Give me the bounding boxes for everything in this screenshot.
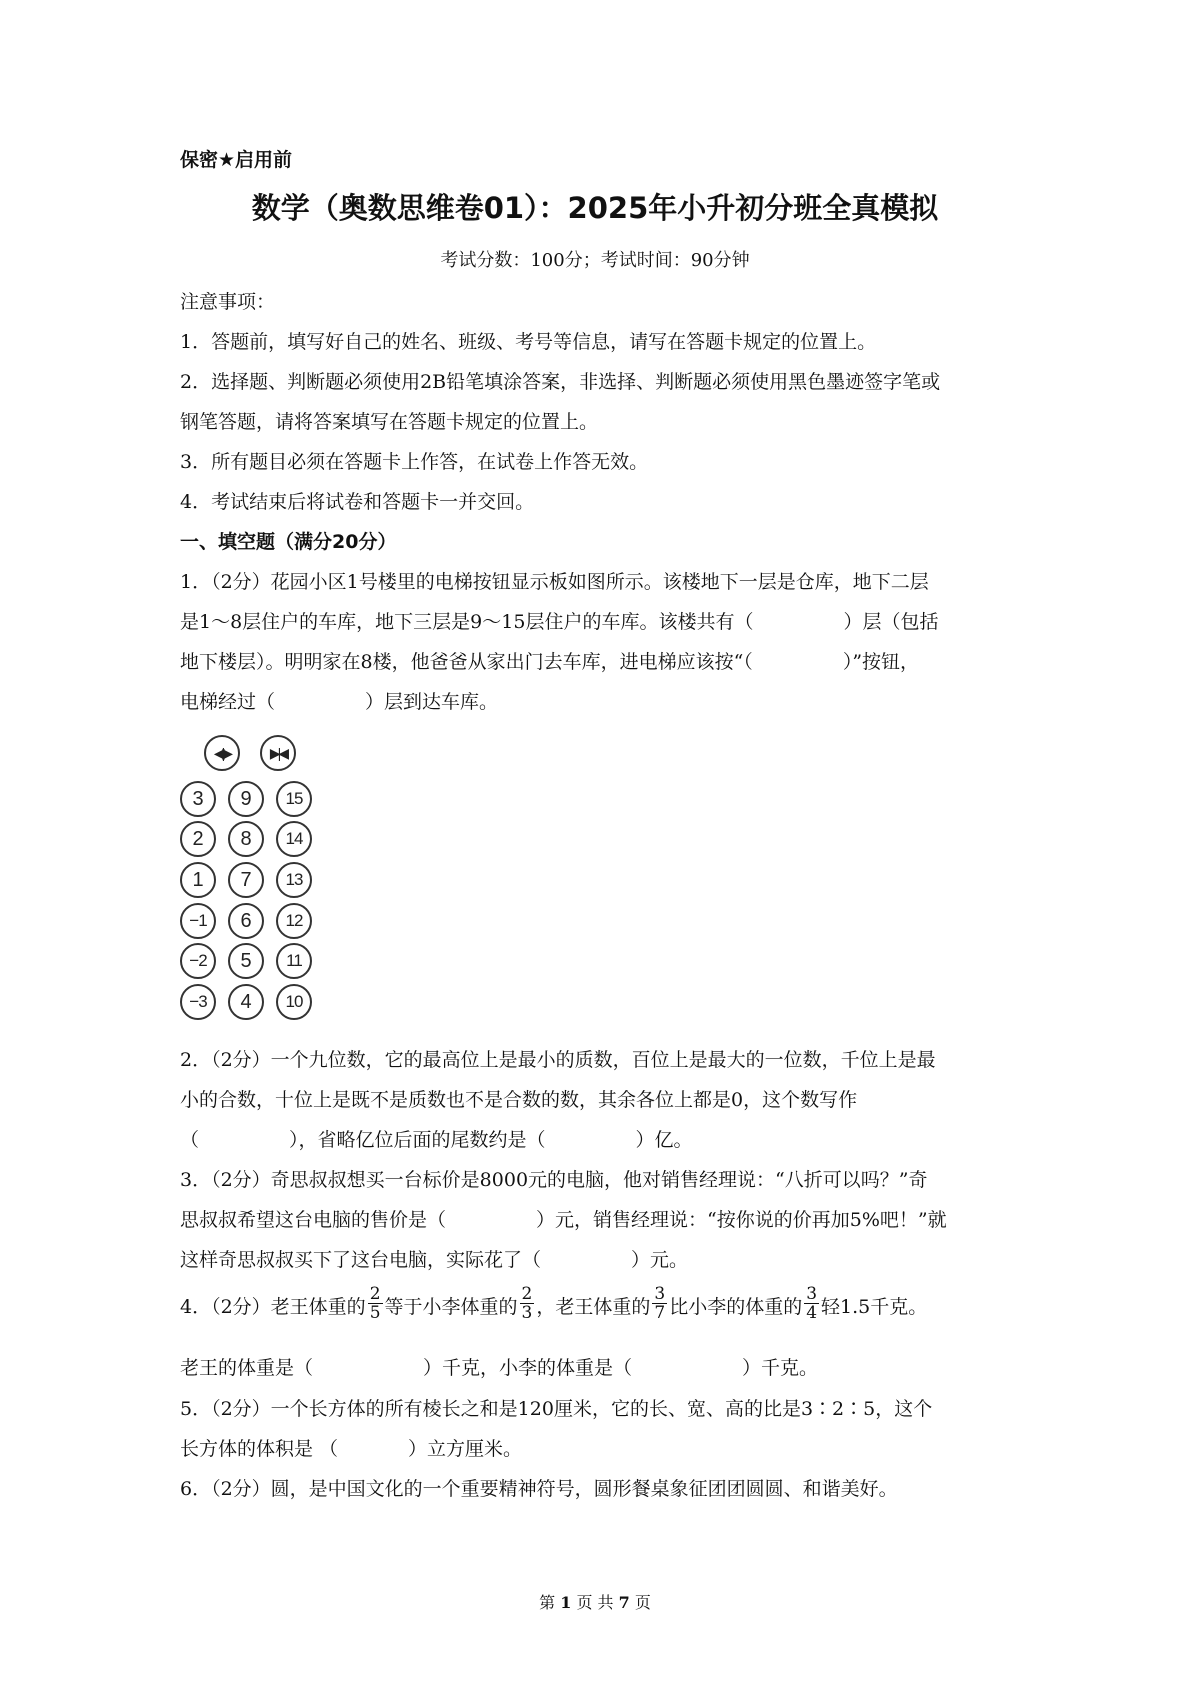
confidential-label: 保密★启用前 xyxy=(180,149,293,171)
door-close-icon: ▶|◀ xyxy=(260,735,296,771)
floor-button: −2 xyxy=(180,943,216,979)
floor-button: −3 xyxy=(180,984,216,1020)
question-3-line: 思叔叔希望这台电脑的售价是（ ）元，销售经理说：“按你说的价再加5%吧！”就 xyxy=(180,1209,947,1231)
note-item: 2．选择题、判断题必须使用2B铅笔填涂答案，非选择、判断题必须使用黑色墨迹签字笔或 xyxy=(180,371,941,393)
elevator-panel-figure xyxy=(180,735,330,1030)
floor-button: 13 xyxy=(276,862,312,898)
question-2-line: 2．（2分）一个九位数，它的最高位上是最小的质数，百位上是最大的一位数，千位上是最 xyxy=(180,1049,936,1071)
floor-button: 2 xyxy=(180,821,216,857)
question-2-line: （ ），省略亿位后面的尾数约是（ ）亿。 xyxy=(180,1129,693,1151)
question-1-line: 地下楼层）。明明家在8楼，他爸爸从家出门去车库，进电梯应该按“（ ）”按钮， xyxy=(180,651,920,673)
note-item: 钢笔答题，请将答案填写在答题卡规定的位置上。 xyxy=(180,411,599,433)
page-footer: 第 1 页 共 7 页 xyxy=(539,1593,651,1612)
page-number: 1 xyxy=(560,1593,572,1612)
fraction: $\frac{3}{7}$ xyxy=(654,1284,666,1323)
floor-button: 9 xyxy=(228,781,264,817)
page-title: 数学（奥数思维卷01）：2025年小升初分班全真模拟 xyxy=(251,191,939,225)
question-3-line: 3．（2分）奇思叔叔想买一台标价是8000元的电脑，他对销售经理说：“八折可以吗？”奇 xyxy=(180,1169,928,1191)
door-open-icon: ◀|▶ xyxy=(204,735,240,771)
question-1-line: 1．（2分）花园小区1号楼里的电梯按钮显示板如图所示。该楼地下一层是仓库，地下二层 xyxy=(180,571,929,593)
floor-button: 10 xyxy=(276,984,312,1020)
floor-button: 15 xyxy=(276,781,312,817)
question-1-line: 电梯经过（ ）层到达车库。 xyxy=(180,691,499,713)
section-heading: 一、填空题（满分20分） xyxy=(180,531,397,553)
fraction: $\frac{2}{3}$ xyxy=(521,1284,533,1323)
note-item: 4．考试结束后将试卷和答题卡一并交回。 xyxy=(180,491,535,513)
question-5-line: 长方体的体积是 （ ）立方厘米。 xyxy=(180,1438,523,1460)
floor-button: 11 xyxy=(276,943,312,979)
question-4-line: 4．（2分）老王体重的 $\frac{2}{5}$ 等于小李体重的 $\frac{2}{3}$ ，老王体重的 $\frac{3}{7}$ 比小李的体重的 $\frac{3}{4}$ 轻1.5千克。 xyxy=(180,1284,928,1323)
question-3-line: 这样奇思叔叔买下了这台电脑，实际花了（ ）元。 xyxy=(180,1249,689,1271)
note-item: 1．答题前，填写好自己的姓名、班级、考号等信息，请写在答题卡规定的位置上。 xyxy=(180,331,877,353)
floor-button: 12 xyxy=(276,903,312,939)
question-2-line: 小的合数，十位上是既不是质数也不是合数的数，其余各位上都是0，这个数写作 xyxy=(180,1089,858,1111)
floor-button: −1 xyxy=(180,903,216,939)
question-6-line: 6．（2分）圆，是中国文化的一个重要精神符号，圆形餐桌象征团团圆圆、和谐美好。 xyxy=(180,1478,898,1500)
note-item: 3．所有题目必须在答题卡上作答，在试卷上作答无效。 xyxy=(180,451,649,473)
exam-info: 考试分数：100分；考试时间：90分钟 xyxy=(440,250,750,271)
floor-button: 1 xyxy=(180,862,216,898)
floor-button: 8 xyxy=(228,821,264,857)
floor-button: 3 xyxy=(180,781,216,817)
floor-button: 4 xyxy=(228,984,264,1020)
page-total: 7 xyxy=(618,1593,630,1612)
floor-button: 14 xyxy=(276,821,312,857)
notes-heading: 注意事项： xyxy=(180,291,276,313)
question-1-line: 是1～8层住户的车库，地下三层是9～15层住户的车库。该楼共有（ ）层（包括 xyxy=(180,611,939,633)
fraction: $\frac{2}{5}$ xyxy=(369,1284,381,1323)
floor-button: 5 xyxy=(228,943,264,979)
floor-button: 7 xyxy=(228,862,264,898)
question-4-line: 老王的体重是（ ）千克，小李的体重是（ ）千克。 xyxy=(180,1357,819,1379)
floor-button: 6 xyxy=(228,903,264,939)
question-5-line: 5．（2分）一个长方体的所有棱长之和是120厘米，它的长、宽、高的比是3∶2∶5，这个 xyxy=(180,1398,933,1420)
fraction: $\frac{3}{4}$ xyxy=(806,1284,818,1323)
